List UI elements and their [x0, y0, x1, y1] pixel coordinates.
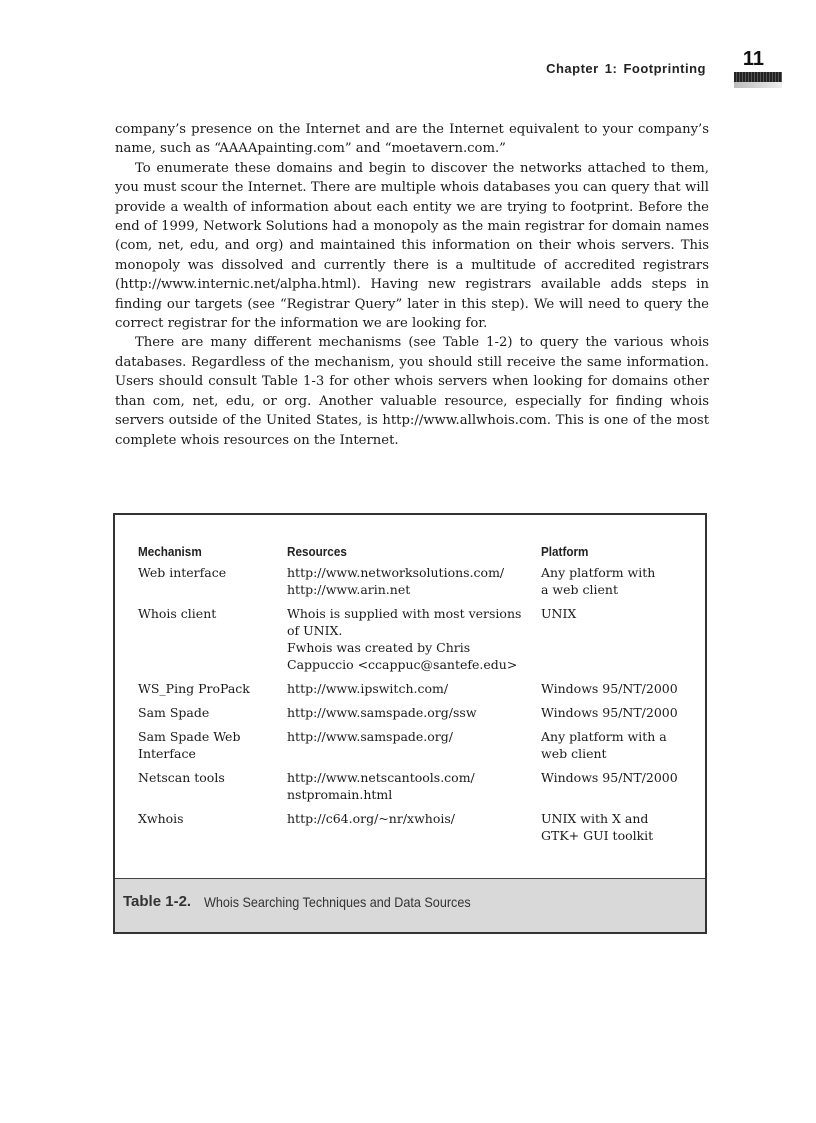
page-number: 11 — [742, 48, 764, 70]
cell-line: http://www.samspade.org/ — [287, 729, 453, 744]
cell-line: http://www.samspade.org/ssw — [287, 705, 477, 720]
cell-line: a web client — [541, 582, 618, 597]
mechanism-cell — [138, 769, 287, 803]
chapter-title: Chapter 1: Footprinting — [546, 61, 706, 76]
resources-cell — [287, 728, 541, 762]
caption-title: Whois Searching Techniques and Data Sources — [204, 894, 471, 910]
platform-cell — [541, 680, 698, 697]
cell-line: http://www.arin.net — [287, 582, 411, 597]
paragraph: company’s presence on the Internet and are the Internet equivalent to your company’s name, such as “AAAApainting.com” and “moetavern.com.” — [115, 122, 709, 157]
cell-line: Web interface — [138, 565, 227, 580]
cell-line: http://www.netscantools.com/ — [287, 770, 475, 785]
mechanism-cell — [138, 810, 287, 844]
cell-line: Whois is supplied with most versions — [287, 606, 522, 621]
whois-table — [113, 513, 707, 934]
platform-cell — [541, 769, 698, 803]
header-platform: Platform — [541, 544, 589, 559]
table-content — [138, 543, 698, 851]
cell-line: Netscan tools — [138, 770, 225, 785]
table-row — [138, 704, 698, 721]
cell-line: http://www.ipswitch.com/ — [287, 681, 449, 696]
cell-line: nstpromain.html — [287, 787, 393, 802]
platform-cell — [541, 728, 698, 762]
cell-line: of UNIX. — [287, 623, 343, 638]
page-number-bar-shade — [734, 82, 782, 88]
cell-line: WS_Ping ProPack — [138, 681, 250, 696]
resources-cell — [287, 605, 541, 673]
header-resources: Resources — [287, 544, 347, 559]
header-mechanism: Mechanism — [138, 544, 202, 559]
resources-cell — [287, 704, 541, 721]
table-row — [138, 810, 698, 844]
cell-line: http://www.networksolutions.com/ — [287, 565, 505, 580]
mechanism-cell — [138, 680, 287, 697]
paragraph: To enumerate these domains and begin to discover the networks attached to them, you must scour the Internet. There are multiple whois databases you can query that will provide a wealth of information about each entity we are trying to footprint. Before the end of 1999, Network Solutions had a monopoly as the main registrar for domain names (com, net, edu, and org) and maintained this information on their whois servers. This monopoly was dissolved and currently there is a multitude of accredited registrars (http://www.internic.net/alpha.html). Having new registrars available adds steps in finding our targets (see “Registrar Query” later in this step). We will need to query the correct registrar for the information we are looking for. — [115, 160, 709, 332]
cell-line: Windows 95/NT/2000 — [541, 770, 678, 785]
mechanism-cell — [138, 605, 287, 673]
cell-line: Xwhois — [138, 811, 184, 826]
platform-cell — [541, 564, 698, 598]
table-row — [138, 680, 698, 697]
table-caption — [115, 878, 705, 932]
mechanism-cell — [138, 704, 287, 721]
resources-cell — [287, 564, 541, 598]
mechanism-cell — [138, 728, 287, 762]
cell-line: web client — [541, 746, 607, 761]
resources-cell — [287, 810, 541, 844]
cell-line: Cappuccio <ccappuc@santefe.edu> — [287, 657, 518, 672]
cell-line: GTK+ GUI toolkit — [541, 828, 654, 843]
platform-cell — [541, 704, 698, 721]
cell-line: Windows 95/NT/2000 — [541, 681, 678, 696]
caption-label: Table 1-2. — [123, 893, 192, 910]
table-row — [138, 605, 698, 673]
mechanism-cell — [138, 564, 287, 598]
paragraph: There are many different mechanisms (see Table 1-2) to query the various whois databases. Regardless of the mechanism, you should still receive the same information. Users should consult Table 1-3 for other whois servers when looking for domains other than com, net, edu, or org. Another valuable resource, especially for finding whois servers outside of the United States, is http://www.allwhois.com. This is one of the most complete whois resources on the Internet. — [115, 335, 709, 448]
page-number-bar — [734, 72, 782, 82]
cell-line: Windows 95/NT/2000 — [541, 705, 678, 720]
cell-line: Fwhois was created by Chris — [287, 640, 471, 655]
table-row — [138, 728, 698, 762]
resources-cell — [287, 680, 541, 697]
cell-line: Any platform with a — [541, 729, 667, 744]
cell-line: UNIX — [541, 606, 577, 621]
table-row — [138, 769, 698, 803]
cell-line: Sam Spade — [138, 705, 210, 720]
body-text — [115, 120, 709, 450]
cell-line: Sam Spade Web — [138, 729, 241, 744]
cell-line: Interface — [138, 746, 196, 761]
table-row — [138, 564, 698, 598]
cell-line: Whois client — [138, 606, 217, 621]
resources-cell — [287, 769, 541, 803]
cell-line: Any platform with — [541, 565, 656, 580]
platform-cell — [541, 605, 698, 673]
page-header — [0, 44, 816, 94]
cell-line: http://c64.org/~nr/xwhois/ — [287, 811, 455, 826]
cell-line: UNIX with X and — [541, 811, 649, 826]
platform-cell — [541, 810, 698, 844]
table-header-row — [138, 543, 698, 560]
